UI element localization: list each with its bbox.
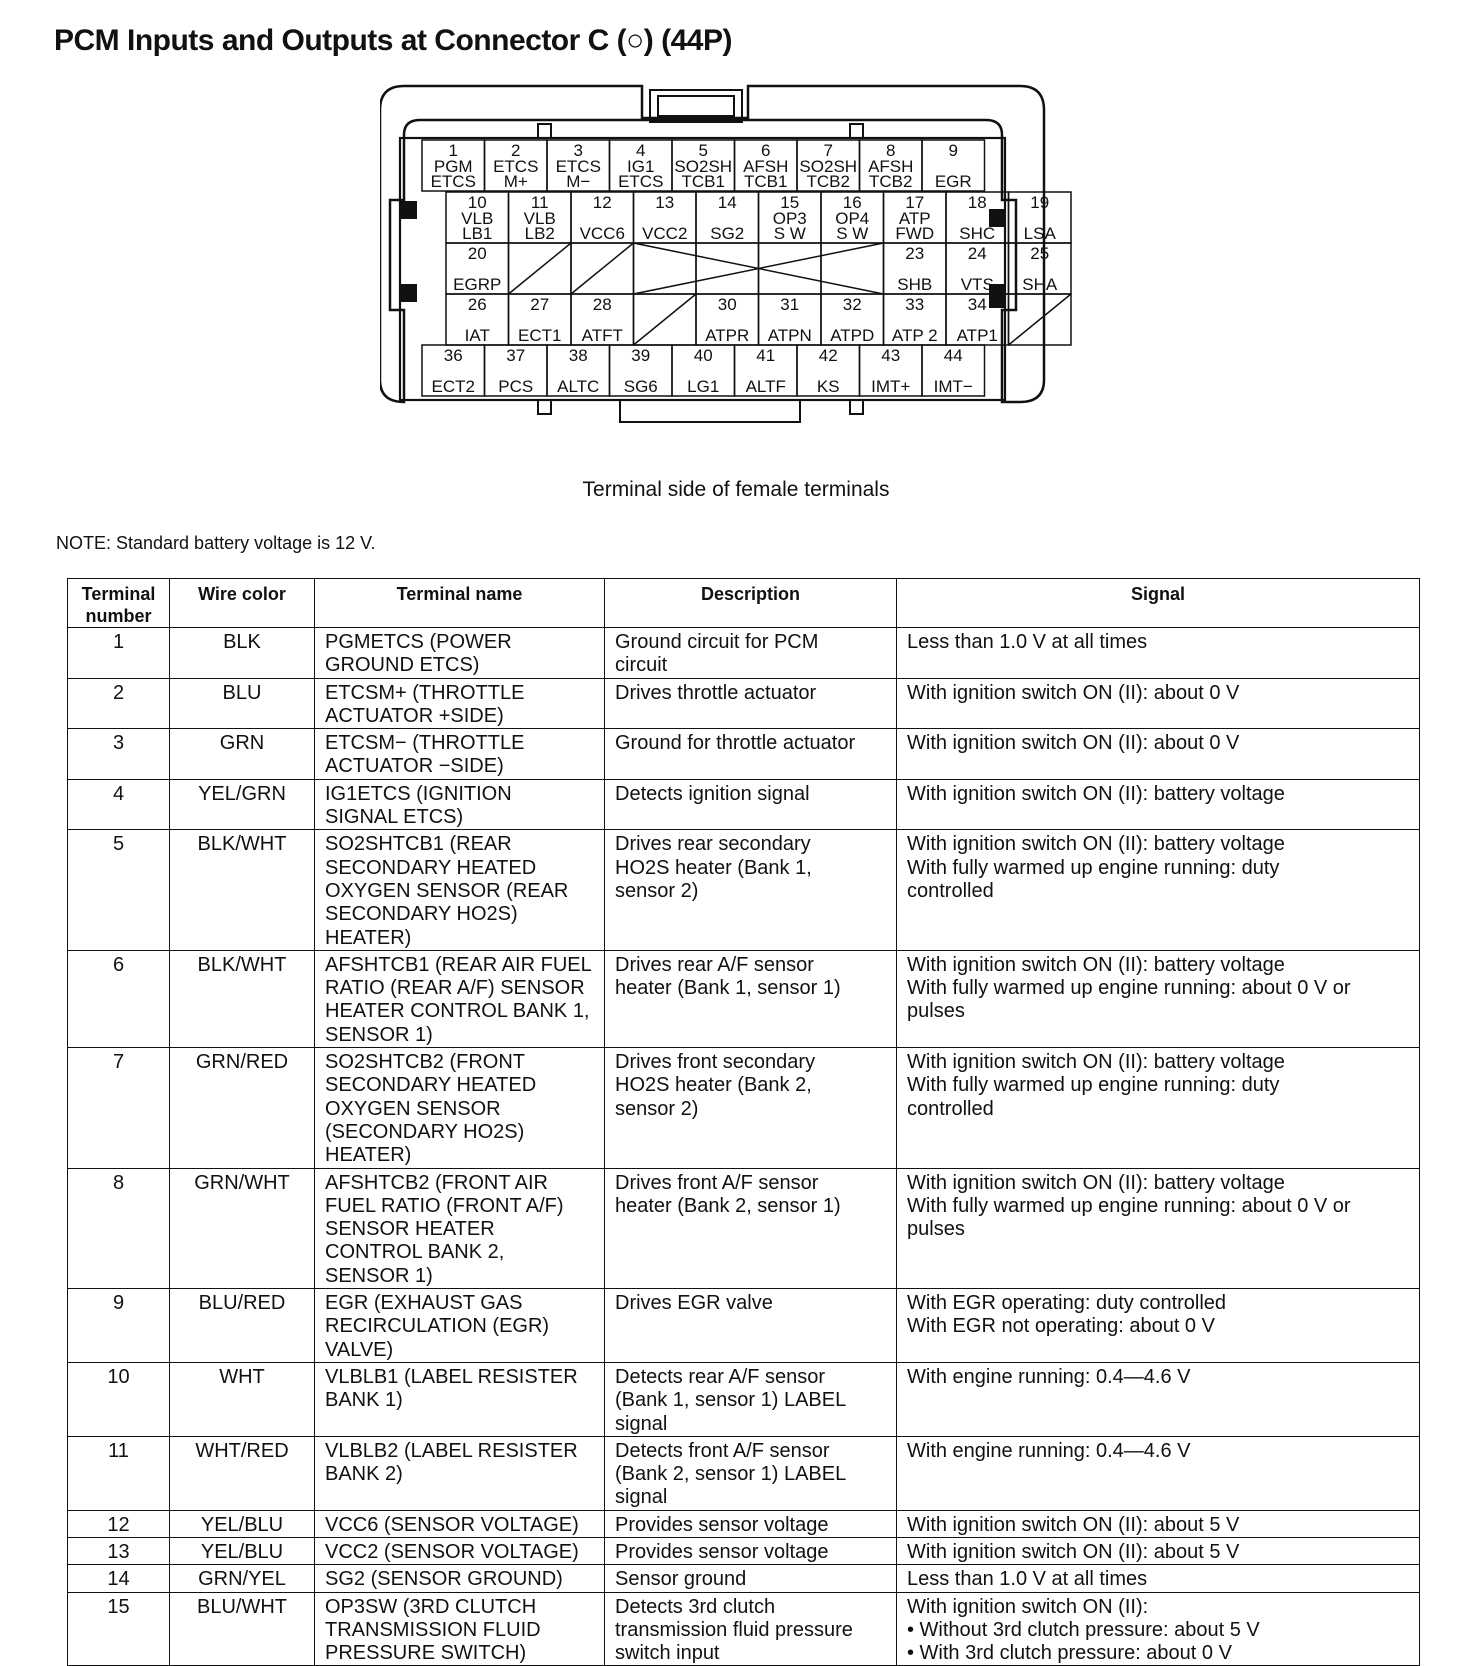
terminal-label: LB2	[524, 224, 555, 243]
terminal-number: 8	[886, 141, 896, 160]
terminal-label: ATPR	[705, 326, 750, 345]
terminal-number-cell: 10	[68, 1362, 170, 1436]
terminal-label: TCB2	[869, 172, 913, 191]
wire-color-cell: WHT/RED	[170, 1436, 315, 1510]
table-row	[68, 1510, 1420, 1537]
terminal-label: ATPD	[830, 326, 875, 345]
terminal-number: 5	[698, 141, 708, 160]
terminal-number-cell: 5	[68, 830, 170, 950]
terminal-number: 20	[467, 244, 487, 263]
terminal-number: 38	[568, 346, 588, 365]
table-row	[68, 1048, 1420, 1168]
terminal-label: EGRP	[453, 275, 502, 294]
table-row	[68, 729, 1420, 780]
terminal-name-cell: VCC2 (SENSOR VOLTAGE)	[315, 1537, 605, 1564]
terminal-label: S W	[836, 224, 869, 243]
terminal-label-top: ETCS	[555, 157, 601, 176]
terminal-label-top: VLB	[461, 209, 494, 228]
terminal-label: M+	[503, 172, 528, 191]
connector-diagram	[380, 80, 1080, 450]
description-cell: Ground circuit for PCM circuit	[605, 628, 897, 679]
terminal-label: SHB	[897, 275, 933, 294]
terminal-label: ECT1	[518, 326, 562, 345]
terminal-cell	[759, 243, 822, 294]
terminal-label: VCC2	[642, 224, 688, 243]
terminal-label: ATP1	[956, 326, 998, 345]
signal-cell: With ignition switch ON (II): about 0 V	[897, 729, 1420, 780]
terminal-number: 17	[905, 193, 925, 212]
wire-color-cell: BLU	[170, 678, 315, 729]
terminal-number-cell: 6	[68, 950, 170, 1047]
description-cell: Detects rear A/F sensor (Bank 1, sensor 1) LABEL signal	[605, 1362, 897, 1436]
signal-cell: With ignition switch ON (II): about 5 V	[897, 1510, 1420, 1537]
terminal-number: 36	[443, 346, 463, 365]
description-cell: Drives front secondary HO2S heater (Bank 2, sensor 2)	[605, 1048, 897, 1168]
terminal-number-cell: 14	[68, 1565, 170, 1592]
terminal-label: SHA	[1022, 275, 1058, 294]
description-cell: Detects front A/F sensor (Bank 2, sensor 1) LABEL signal	[605, 1436, 897, 1510]
table-row	[68, 1592, 1420, 1666]
header-wire-color: Wire color	[170, 579, 315, 628]
terminal-label: LB1	[462, 224, 493, 243]
terminal-number: 1	[448, 141, 458, 160]
header-signal: Signal	[897, 579, 1420, 628]
terminal-number: 6	[761, 141, 771, 160]
terminal-label: SG6	[623, 377, 658, 396]
description-cell: Provides sensor voltage	[605, 1510, 897, 1537]
terminal-name-cell: ETCSM− (THROTTLE ACTUATOR −SIDE)	[315, 729, 605, 780]
terminal-label: ATP 2	[891, 326, 938, 345]
lock-left-1	[402, 202, 416, 218]
terminal-number: 44	[943, 346, 963, 365]
terminal-label: TCB1	[681, 172, 725, 191]
header-description: Description	[605, 579, 897, 628]
table-header-row	[68, 579, 1420, 628]
terminal-number: 34	[967, 295, 987, 314]
table-row	[68, 779, 1420, 830]
terminal-label: ATFT	[581, 326, 623, 345]
terminal-number: 11	[530, 193, 549, 212]
terminal-label: ATPN	[767, 326, 812, 345]
terminal-number: 27	[530, 295, 550, 314]
terminal-number-cell: 9	[68, 1289, 170, 1363]
description-cell: Ground for throttle actuator	[605, 729, 897, 780]
terminal-name-cell: AFSHTCB1 (REAR AIR FUEL RATIO (REAR A/F) SENSOR HEATER CONTROL BANK 1, SENSOR 1)	[315, 950, 605, 1047]
wire-color-cell: YEL/BLU	[170, 1510, 315, 1537]
signal-cell: With ignition switch ON (II): battery voltage	[897, 779, 1420, 830]
wire-color-cell: BLK/WHT	[170, 950, 315, 1047]
terminal-number: 15	[780, 193, 800, 212]
header-terminal-name: Terminal name	[315, 579, 605, 628]
terminal-name-cell: EGR (EXHAUST GAS RECIRCULATION (EGR) VALVE)	[315, 1289, 605, 1363]
wire-color-cell: GRN/RED	[170, 1048, 315, 1168]
terminal-label: ALTF	[745, 377, 786, 396]
signal-cell: With engine running: 0.4—4.6 V	[897, 1362, 1420, 1436]
terminal-cell	[696, 243, 759, 294]
terminal-number: 33	[905, 295, 925, 314]
terminal-number: 2	[511, 141, 521, 160]
terminal-label: LG1	[687, 377, 720, 396]
terminal-number: 7	[823, 141, 833, 160]
description-cell: Drives throttle actuator	[605, 678, 897, 729]
terminal-label-top: ATP	[898, 209, 931, 228]
terminal-label: KS	[816, 377, 840, 396]
table-row	[68, 1565, 1420, 1592]
blank-diagonal	[509, 243, 572, 294]
terminal-number-cell: 4	[68, 779, 170, 830]
terminal-number: 43	[881, 346, 901, 365]
terminal-number: 25	[1030, 244, 1050, 263]
terminal-label: VCC6	[579, 224, 625, 243]
description-cell: Sensor ground	[605, 1565, 897, 1592]
terminal-number: 40	[693, 346, 713, 365]
terminal-label: ECT2	[431, 377, 475, 396]
key-top-right	[850, 124, 863, 138]
signal-cell: Less than 1.0 V at all times	[897, 1565, 1420, 1592]
diagram-caption: Terminal side of female terminals	[582, 478, 890, 501]
description-cell: Drives rear secondary HO2S heater (Bank 1, sensor 2)	[605, 830, 897, 950]
terminal-label-top: IG1	[627, 157, 655, 176]
table-row	[68, 1289, 1420, 1363]
signal-cell: With ignition switch ON (II): • Without 3rd clutch pressure: about 5 V • With 3rd clutch pressure: about 0 V	[897, 1592, 1420, 1666]
terminal-label: IMT+	[871, 377, 911, 396]
signal-cell: With ignition switch ON (II): battery voltage With fully warmed up engine running: about 0 V or pulses	[897, 950, 1420, 1047]
terminal-label: ETCS	[618, 172, 664, 191]
terminal-number: 24	[967, 244, 987, 263]
key-bottom-left	[538, 400, 551, 414]
table-row	[68, 1537, 1420, 1564]
signal-cell: With ignition switch ON (II): about 0 V	[897, 678, 1420, 729]
terminal-name-cell: VLBLB2 (LABEL RESISTER BANK 2)	[315, 1436, 605, 1510]
terminal-label: FWD	[895, 224, 935, 243]
terminal-label: IMT−	[933, 377, 973, 396]
signal-cell: With engine running: 0.4—4.6 V	[897, 1436, 1420, 1510]
wire-color-cell: BLK	[170, 628, 315, 679]
terminal-number: 30	[717, 295, 737, 314]
terminal-label-top: SO2SH	[799, 157, 858, 176]
terminal-label: VTS	[960, 275, 994, 294]
terminal-number: 10	[467, 193, 487, 212]
table-row	[68, 678, 1420, 729]
terminal-number: 12	[592, 193, 612, 212]
terminal-number: 32	[842, 295, 862, 314]
terminal-name-cell: VLBLB1 (LABEL RESISTER BANK 1)	[315, 1362, 605, 1436]
signal-cell: With ignition switch ON (II): battery voltage With fully warmed up engine running: duty controlled	[897, 830, 1420, 950]
signal-cell: With ignition switch ON (II): battery voltage With fully warmed up engine running: about 0 V or pulses	[897, 1168, 1420, 1288]
terminal-number-cell: 13	[68, 1537, 170, 1564]
description-cell: Drives rear A/F sensor heater (Bank 1, sensor 1)	[605, 950, 897, 1047]
wire-color-cell: YEL/GRN	[170, 779, 315, 830]
terminal-number: 37	[506, 346, 526, 365]
page-title: PCM Inputs and Outputs at Connector C (○) (44P)	[54, 24, 732, 57]
terminal-number: 4	[636, 141, 646, 160]
terminal-label-top: ETCS	[493, 157, 539, 176]
key-top-left	[538, 124, 551, 138]
terminal-label-top: SO2SH	[674, 157, 733, 176]
terminal-name-cell: AFSHTCB2 (FRONT AIR FUEL RATIO (FRONT A/F) SENSOR HEATER CONTROL BANK 2, SENSOR 1)	[315, 1168, 605, 1288]
blank-diagonal	[634, 294, 697, 345]
terminal-name-cell: SO2SHTCB2 (FRONT SECONDARY HEATED OXYGEN SENSOR (SECONDARY HO2S) HEATER)	[315, 1048, 605, 1168]
terminal-label-top: OP3	[772, 209, 807, 228]
terminal-name-cell: SO2SHTCB1 (REAR SECONDARY HEATED OXYGEN SENSOR (REAR SECONDARY HO2S) HEATER)	[315, 830, 605, 950]
terminal-number: 39	[631, 346, 651, 365]
terminal-label: S W	[773, 224, 806, 243]
signal-cell: With ignition switch ON (II): battery voltage With fully warmed up engine running: duty controlled	[897, 1048, 1420, 1168]
table-row	[68, 950, 1420, 1047]
table-row	[68, 1436, 1420, 1510]
terminal-number-cell: 1	[68, 628, 170, 679]
terminal-number-cell: 15	[68, 1592, 170, 1666]
bottom-tab	[620, 400, 800, 422]
terminal-label-top: AFSH	[743, 157, 789, 176]
connector-latch-inner	[658, 96, 734, 116]
terminal-cell	[821, 243, 884, 294]
terminal-label-top: OP4	[835, 209, 870, 228]
blank-diagonal	[571, 243, 634, 294]
terminal-number: 26	[467, 295, 487, 314]
terminal-label: PCS	[498, 377, 534, 396]
terminal-name-cell: ETCSM+ (THROTTLE ACTUATOR +SIDE)	[315, 678, 605, 729]
description-cell: Drives EGR valve	[605, 1289, 897, 1363]
description-cell: Drives front A/F sensor heater (Bank 2, sensor 1)	[605, 1168, 897, 1288]
description-cell: Detects ignition signal	[605, 779, 897, 830]
table-row	[68, 1362, 1420, 1436]
terminal-label: TCB1	[744, 172, 788, 191]
terminal-label-top: AFSH	[868, 157, 914, 176]
voltage-note: NOTE: Standard battery voltage is 12 V.	[56, 533, 376, 553]
terminal-label-top: PGM	[433, 157, 473, 176]
terminal-label: IAT	[464, 326, 490, 345]
terminal-name-cell: PGMETCS (POWER GROUND ETCS)	[315, 628, 605, 679]
terminal-number: 18	[967, 193, 987, 212]
terminal-number: 3	[573, 141, 583, 160]
terminal-name-cell: IG1ETCS (IGNITION SIGNAL ETCS)	[315, 779, 605, 830]
wire-color-cell: YEL/BLU	[170, 1537, 315, 1564]
terminal-number-cell: 8	[68, 1168, 170, 1288]
terminal-number: 28	[592, 295, 612, 314]
terminal-number: 23	[905, 244, 925, 263]
wire-color-cell: GRN/WHT	[170, 1168, 315, 1288]
terminal-cell	[634, 243, 697, 294]
terminal-number: 41	[756, 346, 776, 365]
terminal-number-cell: 11	[68, 1436, 170, 1510]
wire-color-cell: BLK/WHT	[170, 830, 315, 950]
wire-color-cell: GRN	[170, 729, 315, 780]
header-terminal-number: Terminal number	[68, 579, 170, 628]
terminal-number: 13	[655, 193, 675, 212]
terminal-name-cell: SG2 (SENSOR GROUND)	[315, 1565, 605, 1592]
terminal-label: SG2	[710, 224, 745, 243]
signal-cell: With ignition switch ON (II): about 5 V	[897, 1537, 1420, 1564]
terminal-number-cell: 12	[68, 1510, 170, 1537]
table-row	[68, 628, 1420, 679]
wire-color-cell: WHT	[170, 1362, 315, 1436]
terminal-label: SHC	[959, 224, 996, 243]
blank-diagonal	[1009, 294, 1072, 345]
terminal-label-top: VLB	[523, 209, 556, 228]
terminal-number: 31	[780, 295, 800, 314]
terminal-number: 16	[842, 193, 862, 212]
terminal-label: M−	[566, 172, 591, 191]
wire-color-cell: GRN/YEL	[170, 1565, 315, 1592]
terminal-label: EGR	[934, 172, 972, 191]
terminal-name-cell: OP3SW (3RD CLUTCH TRANSMISSION FLUID PRESSURE SWITCH)	[315, 1592, 605, 1666]
table-row	[68, 1168, 1420, 1288]
terminal-number: 9	[948, 141, 958, 160]
description-cell: Detects 3rd clutch transmission fluid pressure switch input	[605, 1592, 897, 1666]
key-bottom-right	[850, 400, 863, 414]
terminal-number: 42	[818, 346, 838, 365]
terminal-label: ALTC	[557, 377, 600, 396]
terminal-label: LSA	[1023, 224, 1056, 243]
terminal-number: 14	[717, 193, 737, 212]
terminal-label: TCB2	[806, 172, 850, 191]
lock-left-2	[402, 285, 416, 301]
terminal-number-cell: 7	[68, 1048, 170, 1168]
signal-cell: With EGR operating: duty controlled With EGR not operating: about 0 V	[897, 1289, 1420, 1363]
terminal-number-cell: 3	[68, 729, 170, 780]
terminal-number-cell: 2	[68, 678, 170, 729]
wire-color-cell: BLU/RED	[170, 1289, 315, 1363]
wire-color-cell: BLU/WHT	[170, 1592, 315, 1666]
description-cell: Provides sensor voltage	[605, 1537, 897, 1564]
table-row	[68, 830, 1420, 950]
terminal-number: 19	[1030, 193, 1050, 212]
signal-table	[67, 578, 1420, 1666]
terminal-name-cell: VCC6 (SENSOR VOLTAGE)	[315, 1510, 605, 1537]
signal-cell: Less than 1.0 V at all times	[897, 628, 1420, 679]
terminal-label: ETCS	[430, 172, 476, 191]
